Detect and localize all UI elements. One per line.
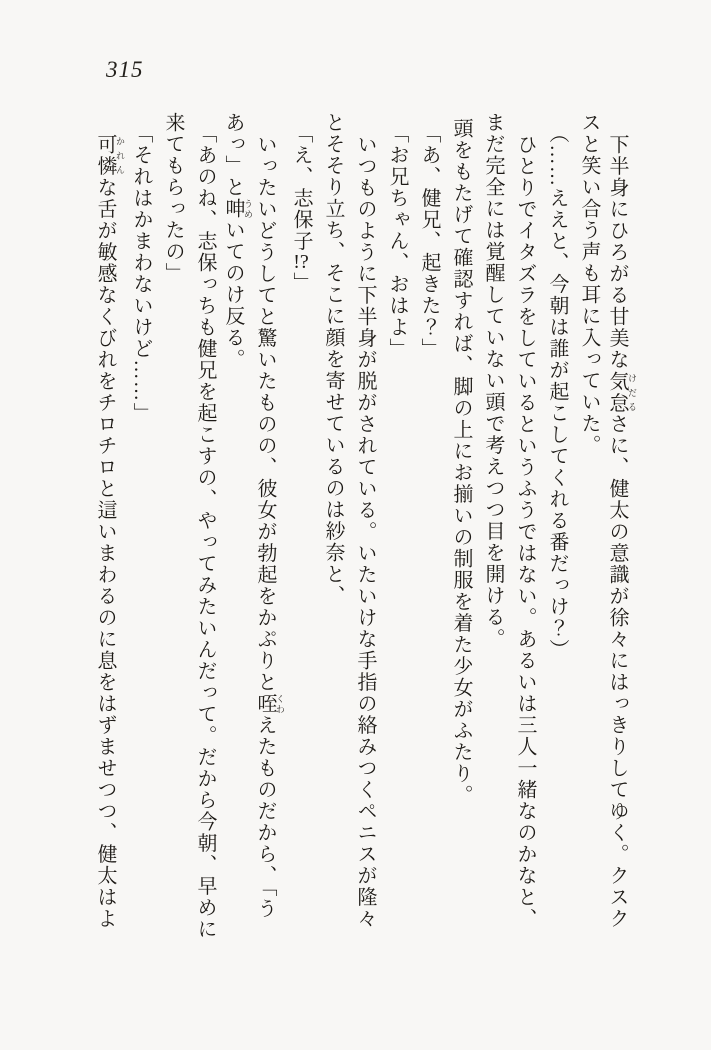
text-column: 来てもらったの」 <box>162 112 184 284</box>
horizontal-in-vertical-text: !? <box>293 252 309 272</box>
text-column: スと笑い合う声も耳に入っていた。 <box>578 112 600 456</box>
text-column: 「お兄ちゃん、おはよ」 <box>386 123 408 360</box>
text-column: あっ」と呻 うめいてのけ反る。 <box>222 112 253 370</box>
text-column: 頭をもたげて確認すれば、脚の上にお揃いの制服を着た少女がふたり。 <box>450 118 472 806</box>
text-column: （……ええと、今朝は誰が起こしてくれる番だっけ？） <box>546 123 568 661</box>
text-column: いったいどうしてと驚いたものの、彼女が勃起をかぷりと咥 くわえたものだから、「う <box>254 134 285 920</box>
text-column: 下半身にひろがる甘美な気怠 けだるさに、健太の意識が徐々にはっきりしてゆく。クスク <box>606 134 637 930</box>
text-column: いつものように下半身が脱がされている。いたいけな手指の絡みつくペニスが隆々 <box>354 134 376 930</box>
page-number: 315 <box>106 57 144 82</box>
ruby-annotated-word: 呻 うめ <box>222 198 253 220</box>
vertical-text-block <box>93 112 637 940</box>
text-column: ひとりでイタズラをしているというふうではない。あるいは三人一緒なのかなと、 <box>514 134 536 930</box>
text-column: とそそり立ち、そこに顔を寄せているのは紗奈と、 <box>322 112 344 607</box>
text-column: 可憐 かれんな舌が敏感なくびれをチロチロと這いまわるのに息をはずませつつ、健太はよ <box>94 134 125 930</box>
text-column: 「それはかまわないけど……」 <box>130 123 152 424</box>
ruby-annotated-word: 可憐 かれん <box>94 134 125 177</box>
ruby-annotated-word: 気怠 けだる <box>606 370 637 414</box>
ruby-annotated-word: 咥 くわ <box>254 693 285 715</box>
text-column: 「あのね、志保っちも健兄を起こすの、やってみたいんだって。だから今朝、早めに <box>194 123 216 940</box>
text-column: 「え、志保子!?」 <box>290 123 312 294</box>
text-column: まだ完全には覚醒していない頭で考えつつ目を開ける。 <box>482 112 504 650</box>
text-column: 「あ、健兄、起きた？」 <box>418 123 440 360</box>
